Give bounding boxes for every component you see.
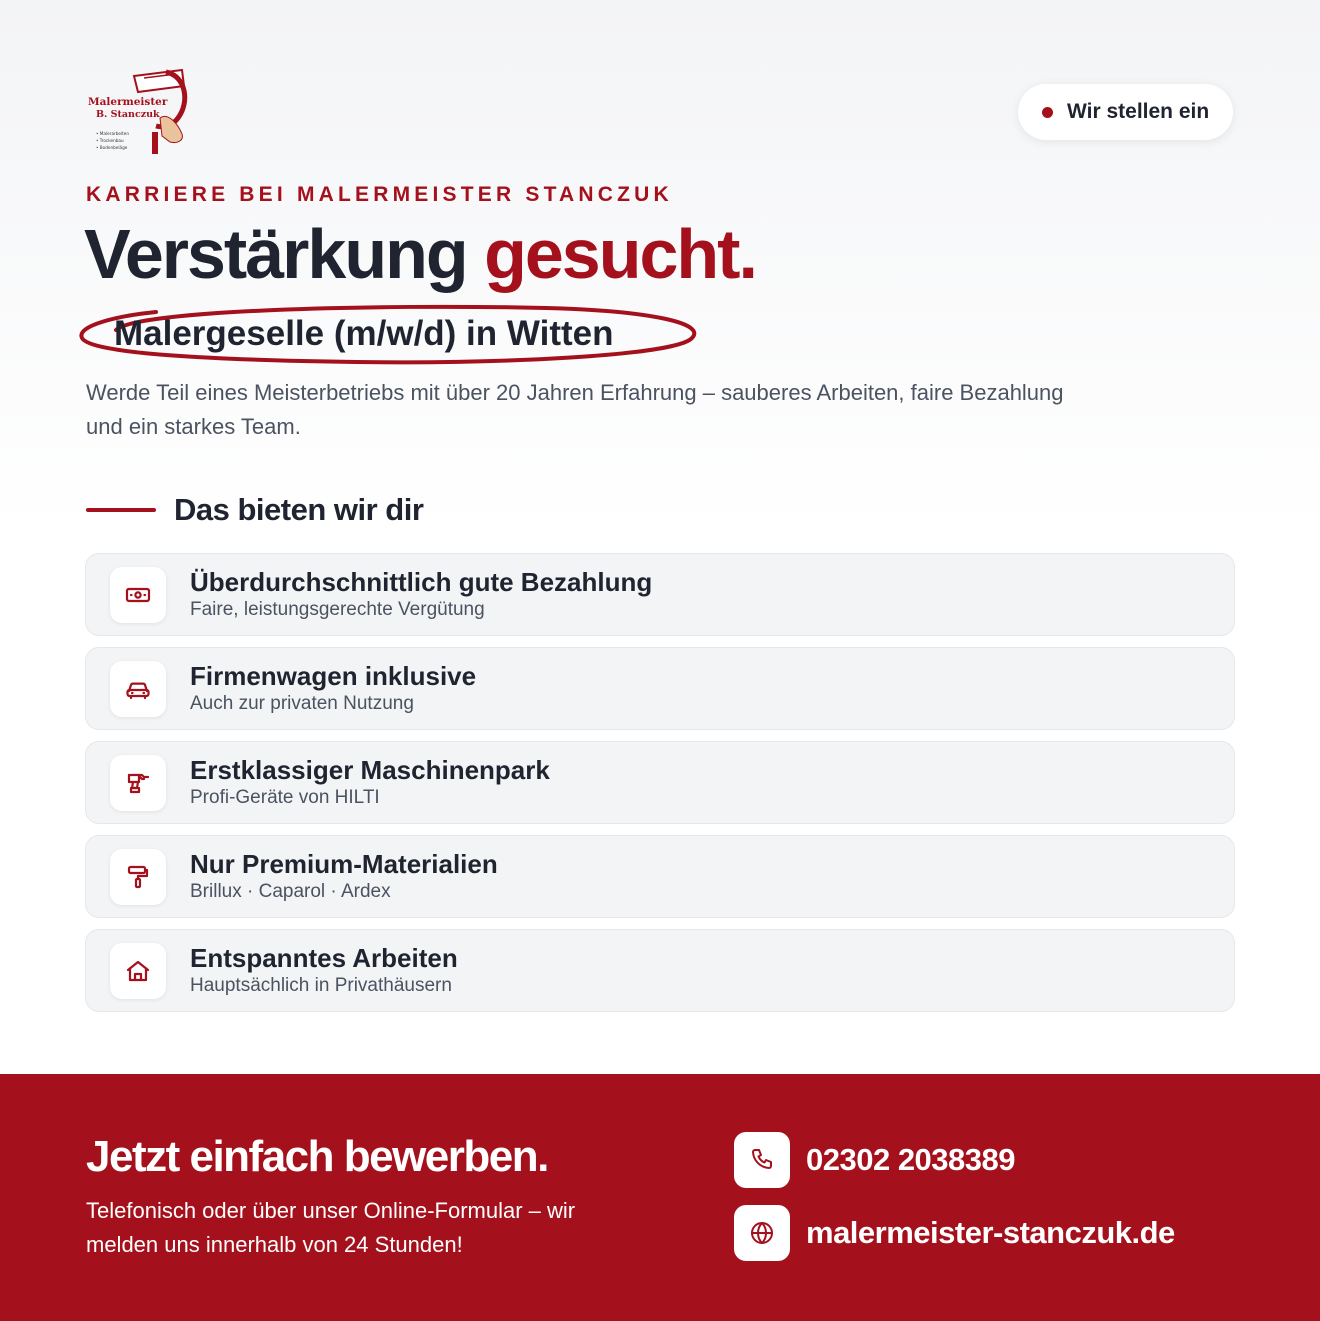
logo-line-2: B. Stanczuk: [96, 109, 160, 120]
house-icon: [110, 943, 166, 999]
phone-number[interactable]: 02302 2038389: [806, 1142, 1016, 1177]
benefit-title: Firmenwagen inklusive: [190, 660, 477, 691]
website-link[interactable]: malermeister-stanczuk.de: [806, 1215, 1175, 1250]
hiring-badge: [1018, 84, 1233, 140]
benefit-subtitle: Profi-Geräte von HILTI: [190, 786, 380, 808]
benefit-item: [85, 741, 1235, 824]
logo-service-3: • Bodenbeläge: [96, 145, 128, 150]
benefit-item: [85, 647, 1235, 730]
eyebrow-text: KARRIERE BEI MALERMEISTER STANCZUK: [86, 183, 673, 206]
globe-icon: [734, 1205, 790, 1261]
benefit-title: Erstklassiger Maschinenpark: [190, 754, 550, 785]
benefits-heading: [86, 492, 423, 528]
hiring-badge-label: Wir stellen ein: [1067, 100, 1210, 123]
phone-contact[interactable]: [734, 1132, 1015, 1188]
company-logo[interactable]: [86, 66, 192, 158]
logo-line-1: Malermeister: [88, 96, 168, 108]
page-title-accent: gesucht.: [484, 215, 756, 293]
money-icon: [110, 567, 166, 623]
job-title-block: [76, 302, 700, 366]
benefit-title: Überdurchschnittlich gute Bezahlung: [190, 566, 653, 597]
benefit-title: Entspanntes Arbeiten: [190, 942, 458, 973]
benefit-subtitle: Brillux · Caparol · Ardex: [190, 880, 391, 902]
cta-footer: [0, 1074, 1320, 1321]
benefit-item: [85, 835, 1235, 918]
benefits-heading-label: Das bieten wir dir: [174, 492, 424, 527]
phone-icon: [734, 1132, 790, 1188]
benefit-subtitle: Auch zur privaten Nutzung: [190, 692, 414, 714]
job-title: Malergeselle (m/w/d) in Witten: [114, 314, 614, 353]
intro-text: Werde Teil eines Meisterbetriebs mit über 20 Jahren Erfahrung – sauberes Arbeiten, faire Bezahlung und ein starkes Team.: [86, 380, 1064, 439]
cta-title: Jetzt einfach bewerben.: [86, 1132, 548, 1181]
cta-text: Telefonisch oder über unser Online-Formular – wir melden uns innerhalb von 24 Stunden!: [86, 1198, 576, 1257]
website-contact[interactable]: [734, 1205, 1175, 1261]
logo-service-2: • Trockenbau: [96, 138, 124, 143]
heading-divider: [86, 508, 156, 512]
paint-roller-icon: [110, 849, 166, 905]
page-title: [84, 214, 756, 294]
benefit-subtitle: Faire, leistungsgerechte Vergütung: [190, 598, 485, 620]
benefit-subtitle: Hauptsächlich in Privathäusern: [190, 974, 452, 996]
drill-icon: [110, 755, 166, 811]
benefit-item: [85, 553, 1235, 636]
car-icon: [110, 661, 166, 717]
page-title-main: Verstärkung: [84, 215, 467, 293]
benefit-title: Nur Premium-Materialien: [190, 848, 498, 879]
benefits-list: [85, 553, 1235, 1023]
logo-service-1: • Malerarbeiten: [96, 131, 129, 136]
benefit-item: [85, 929, 1235, 1012]
status-dot-icon: [1042, 107, 1053, 118]
